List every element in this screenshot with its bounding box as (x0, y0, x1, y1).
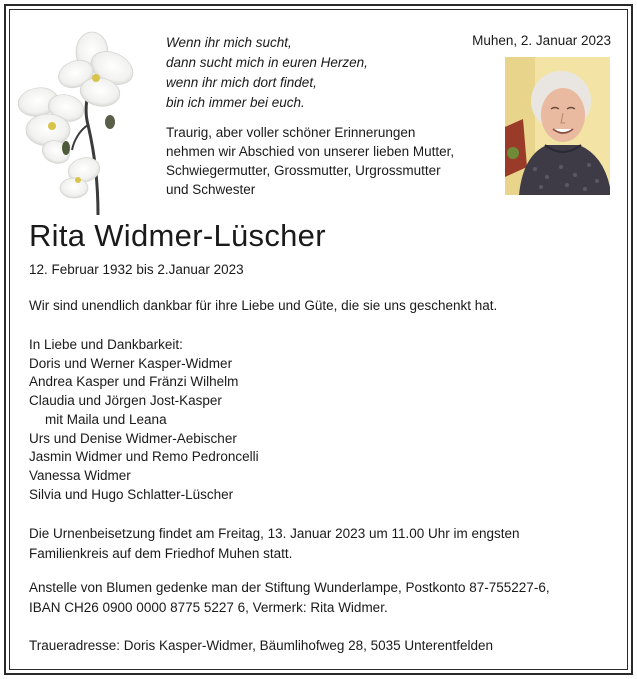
gratitude-text: Wir sind unendlich dankbar für ihre Liebe und Güte, die sie uns geschenkt hat. (29, 298, 498, 313)
orchid-flower-image (14, 30, 144, 220)
mourner-name: Claudia und Jörgen Jost-Kasper (29, 393, 222, 409)
mourner-name: Andrea Kasper und Fränzi Wilhelm (29, 374, 239, 390)
mourner-name: Urs und Denise Widmer-Aebischer (29, 430, 237, 446)
intro-text (166, 123, 454, 199)
funeral-line: Die Urnenbeisetzung findet am Freitag, 13. Januar 2023 um 11.00 Uhr im engsten (29, 526, 520, 541)
mourner-name: Vanessa Widmer (29, 467, 131, 483)
intro-line: nehmen wir Abschied von unserer lieben Mutter, (166, 144, 455, 159)
deceased-name: Rita Widmer-Lüscher (29, 218, 326, 253)
portrait-photo (505, 57, 610, 195)
mourners-list (29, 336, 259, 504)
donation-notice (29, 578, 550, 617)
mourner-name: mit Maila und Leana (45, 411, 167, 427)
mourner-name: Doris und Werner Kasper-Widmer (29, 355, 233, 371)
donation-line: IBAN CH26 0900 0000 8775 5227 6, Vermerk: Rita Widmer. (29, 599, 388, 615)
mourner-name: Jasmin Widmer und Remo Pedroncelli (29, 449, 259, 465)
donation-line: Anstelle von Blumen gedenke man der Stiftung Wunderlampe, Postkonto 87-755227-6, (29, 580, 550, 595)
poem-line: wenn ihr mich dort findet, (166, 75, 317, 90)
poem-line: bin ich immer bei euch. (166, 95, 305, 110)
mourner-name: Silvia und Hugo Schlatter-Lüscher (29, 486, 234, 502)
poem-line: Wenn ihr mich sucht, (166, 35, 292, 50)
intro-line: und Schwester (166, 182, 256, 197)
mourning-address: Traueradresse: Doris Kasper-Widmer, Bäumlihofweg 28, 5035 Unterentfelden (29, 638, 493, 653)
poem-line: dann sucht mich in euren Herzen, (166, 55, 368, 70)
intro-line: Schwiegermutter, Grossmutter, Urgrossmutter (166, 163, 441, 178)
mourners-heading: In Liebe und Dankbarkeit: (29, 337, 183, 352)
funeral-notice (29, 524, 520, 563)
lifespan: 12. Februar 1932 bis 2.Januar 2023 (29, 262, 244, 277)
intro-line: Traurig, aber voller schöner Erinnerungen (166, 125, 416, 140)
poem (166, 33, 368, 113)
place-date: Muhen, 2. Januar 2023 (472, 33, 611, 48)
funeral-line: Familienkreis auf dem Friedhof Muhen statt. (29, 545, 293, 561)
